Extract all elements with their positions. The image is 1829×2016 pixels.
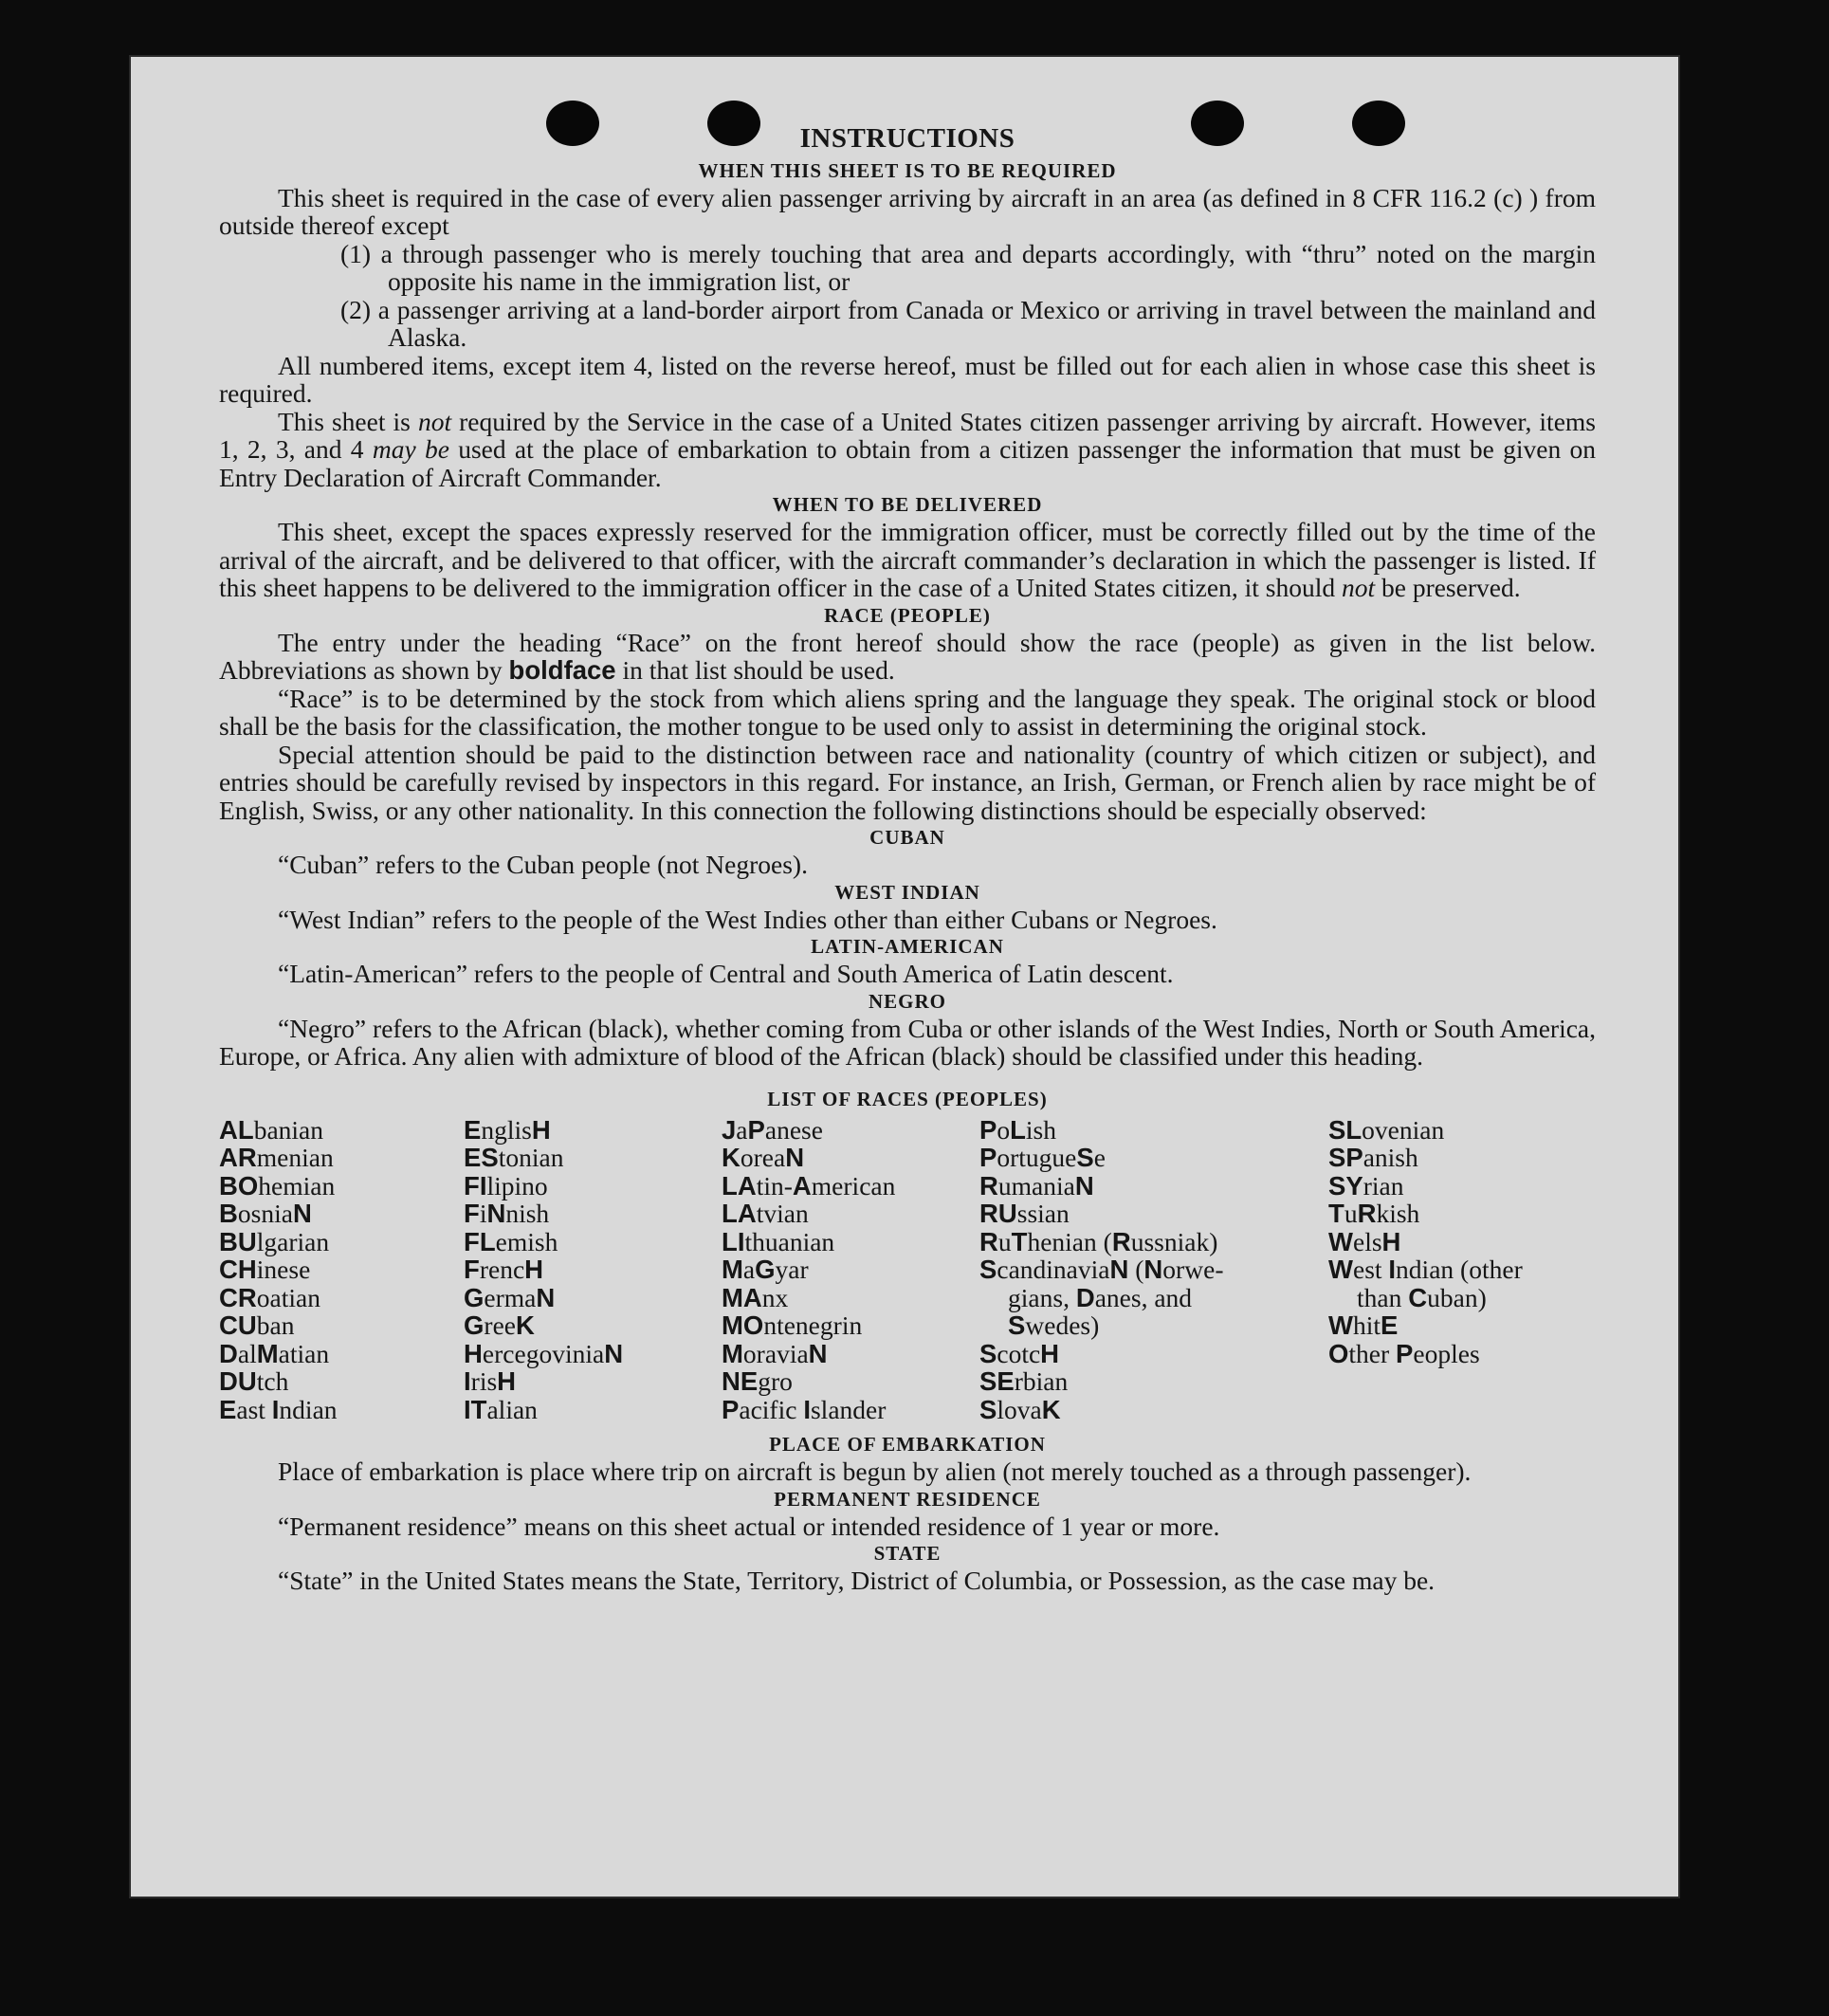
paragraph: The entry under the heading “Race” on the front hereof should show the race (people) as given in the list below. Abbreviations as shown by boldface in that list should be used. [219,627,1596,685]
race-entry: Swedes) [1008,1310,1100,1340]
list-item: (1) a through passenger who is merely touching that area and departs accordingly, with “thru” noted on the margin opposite his name in the immigration list, or [340,238,1596,296]
race-entry: CUban [219,1310,295,1340]
race-entry: ScotcH [979,1338,1060,1368]
race-entry: RUssian [979,1199,1070,1228]
race-entry: BOhemian [219,1170,336,1200]
paragraph: Place of embarkation is place where trip on aircraft is begun by alien (not merely touched as a through passenger). [278,1457,1472,1486]
race-entry: MOntenegrin [722,1310,863,1340]
paragraph: “Permanent residence” means on this sheet actual or intended residence of 1 year or more. [278,1511,1220,1541]
race-entry: DalMatian [219,1338,330,1368]
race-entry: East Indian [219,1394,338,1424]
race-entry: LIthuanian [722,1226,835,1256]
section-heading: PERMANENT RESIDENCE [774,1487,1041,1511]
race-entry: WelsH [1328,1226,1401,1256]
race-list [219,1116,1596,1424]
section-heading: CUBAN [869,826,945,849]
race-entry: SLovenian [1328,1114,1445,1145]
race-entry: Other Peoples [1328,1338,1480,1368]
race-entry: IrisH [464,1366,517,1396]
race-entry: FLemish [464,1226,558,1256]
race-entry: FiNnish [464,1199,550,1228]
race-entry: CRoatian [219,1282,320,1312]
race-entry: Pacific Islander [722,1394,887,1424]
race-entry: EStonian [464,1143,564,1172]
race-entry: LAtin-American [722,1170,896,1200]
race-entry: CHinese [219,1255,311,1284]
section-heading: WEST INDIAN [834,880,980,904]
section-heading: NEGRO [868,989,946,1013]
race-entry: PoLish [979,1114,1056,1145]
race-entry: RuThenian (Russniak) [979,1226,1218,1256]
race-entry: TuRkish [1328,1199,1420,1228]
race-entry: MoraviaN [722,1338,828,1368]
paragraph: “Race” is to be determined by the stock from which aliens spring and the language they speak. The original stock or blood shall be the basis for the classification, the mother tongue to be used only to assist in determining the original stock. [219,683,1596,741]
section-heading: PLACE OF EMBARKATION [769,1433,1046,1456]
race-entry: LAtvian [722,1199,809,1228]
paragraph: Special attention should be paid to the distinction between race and nationality (country of which citizen or subject), and entries should be carefully revised by inspectors in this regard. For instance, an Irish, German, or French alien by race might be of English, Swiss, or any other nationality. In this connection the following distinctions should be especially observed: [219,739,1596,825]
race-entry: FrencH [464,1255,544,1284]
race-entry: ALbanian [219,1114,324,1145]
race-entry: WhitE [1328,1310,1399,1340]
race-entry: GermaN [464,1282,556,1312]
section-heading: LATIN-AMERICAN [811,935,1004,958]
paragraph: This sheet is not required by the Service in the case of a United States citizen passenger arriving by aircraft. However, items 1, 2, 3, and 4 may be used at the place of embarkation to obtain from a citizen passenger the information that must be given on Entry Declaration of Aircraft Commander. [219,406,1596,492]
document-sheet [131,57,1678,1897]
race-entry: MaGyar [722,1255,809,1284]
race-entry: ARmenian [219,1143,334,1172]
list-item: (2) a passenger arriving at a land-border airport from Canada or Mexico or arriving in travel between the mainland and Alaska. [340,294,1596,352]
race-entry: than Cuban) [1357,1282,1487,1312]
race-entry: PortugueSe [979,1143,1106,1172]
section-heading: STATE [873,1542,942,1565]
instructions-body [219,125,1596,1595]
race-entry: HercegoviniaN [464,1338,624,1368]
paragraph: “Latin-American” refers to the people of Central and South America of Latin descent. [278,959,1174,988]
race-entry: MAnx [722,1282,789,1312]
section-heading: LIST OF RACES (PEOPLES) [767,1087,1048,1110]
race-entry: NEgro [722,1366,793,1396]
race-entry: GreeK [464,1310,535,1340]
paragraph: All numbered items, except item 4, listed on the reverse hereof, must be filled out for each alien in whose case this sheet is required. [219,350,1596,408]
race-entry: JaPanese [722,1114,823,1145]
race-entry: ITalian [464,1394,538,1424]
race-entry: SPanish [1328,1143,1418,1172]
paragraph: “Negro” refers to the African (black), whether coming from Cuba or other islands of the West Indies, North or South America, Europe, or Africa. Any alien with admixture of blood of the African (black) should be classified under this heading. [219,1013,1596,1071]
race-entry: gians, Danes, and [1008,1282,1193,1312]
race-entry: West Indian (other [1328,1255,1523,1284]
paragraph: This sheet, except the spaces expressly reserved for the immigration officer, must be correctly filled out by the time of the arrival of the aircraft, and be delivered to that officer, with the aircraft commander’s declaration in which the passenger is listed. If this sheet happens to be delivered to the immigration officer in the case of a United States citizen, it should not be preserved. [219,517,1596,602]
race-entry: FIlipino [464,1170,548,1200]
race-entry: EnglisH [464,1114,551,1145]
race-entry: BUlgarian [219,1226,330,1256]
race-entry: RumaniaN [979,1170,1094,1200]
section-heading: WHEN THIS SHEET IS TO BE REQUIRED [698,158,1117,182]
page-title: INSTRUCTIONS [799,123,1015,154]
paragraph: “Cuban” refers to the Cuban people (not Negroes). [278,850,808,879]
section-heading: RACE (PEOPLE) [824,603,991,627]
race-entry: SErbian [979,1366,1069,1396]
race-entry: BosniaN [219,1199,312,1228]
paragraph: “West Indian” refers to the people of the West Indies other than either Cubans or Negroes. [278,904,1217,934]
race-entry: DUtch [219,1366,289,1396]
paragraph: This sheet is required in the case of every alien passenger arriving by aircraft in an area (as defined in 8 CFR 116.2 (c) ) from outside thereof except [219,182,1596,240]
race-entry: SYrian [1328,1170,1404,1200]
race-entry: KoreaN [722,1143,805,1172]
section-heading: WHEN TO BE DELIVERED [772,493,1043,516]
race-entry: SlovaK [979,1394,1061,1424]
race-entry: ScandinaviaN (Norwe- [979,1255,1224,1284]
paragraph: “State” in the United States means the State, Territory, District of Columbia, or Possession, as the case may be. [278,1566,1436,1595]
